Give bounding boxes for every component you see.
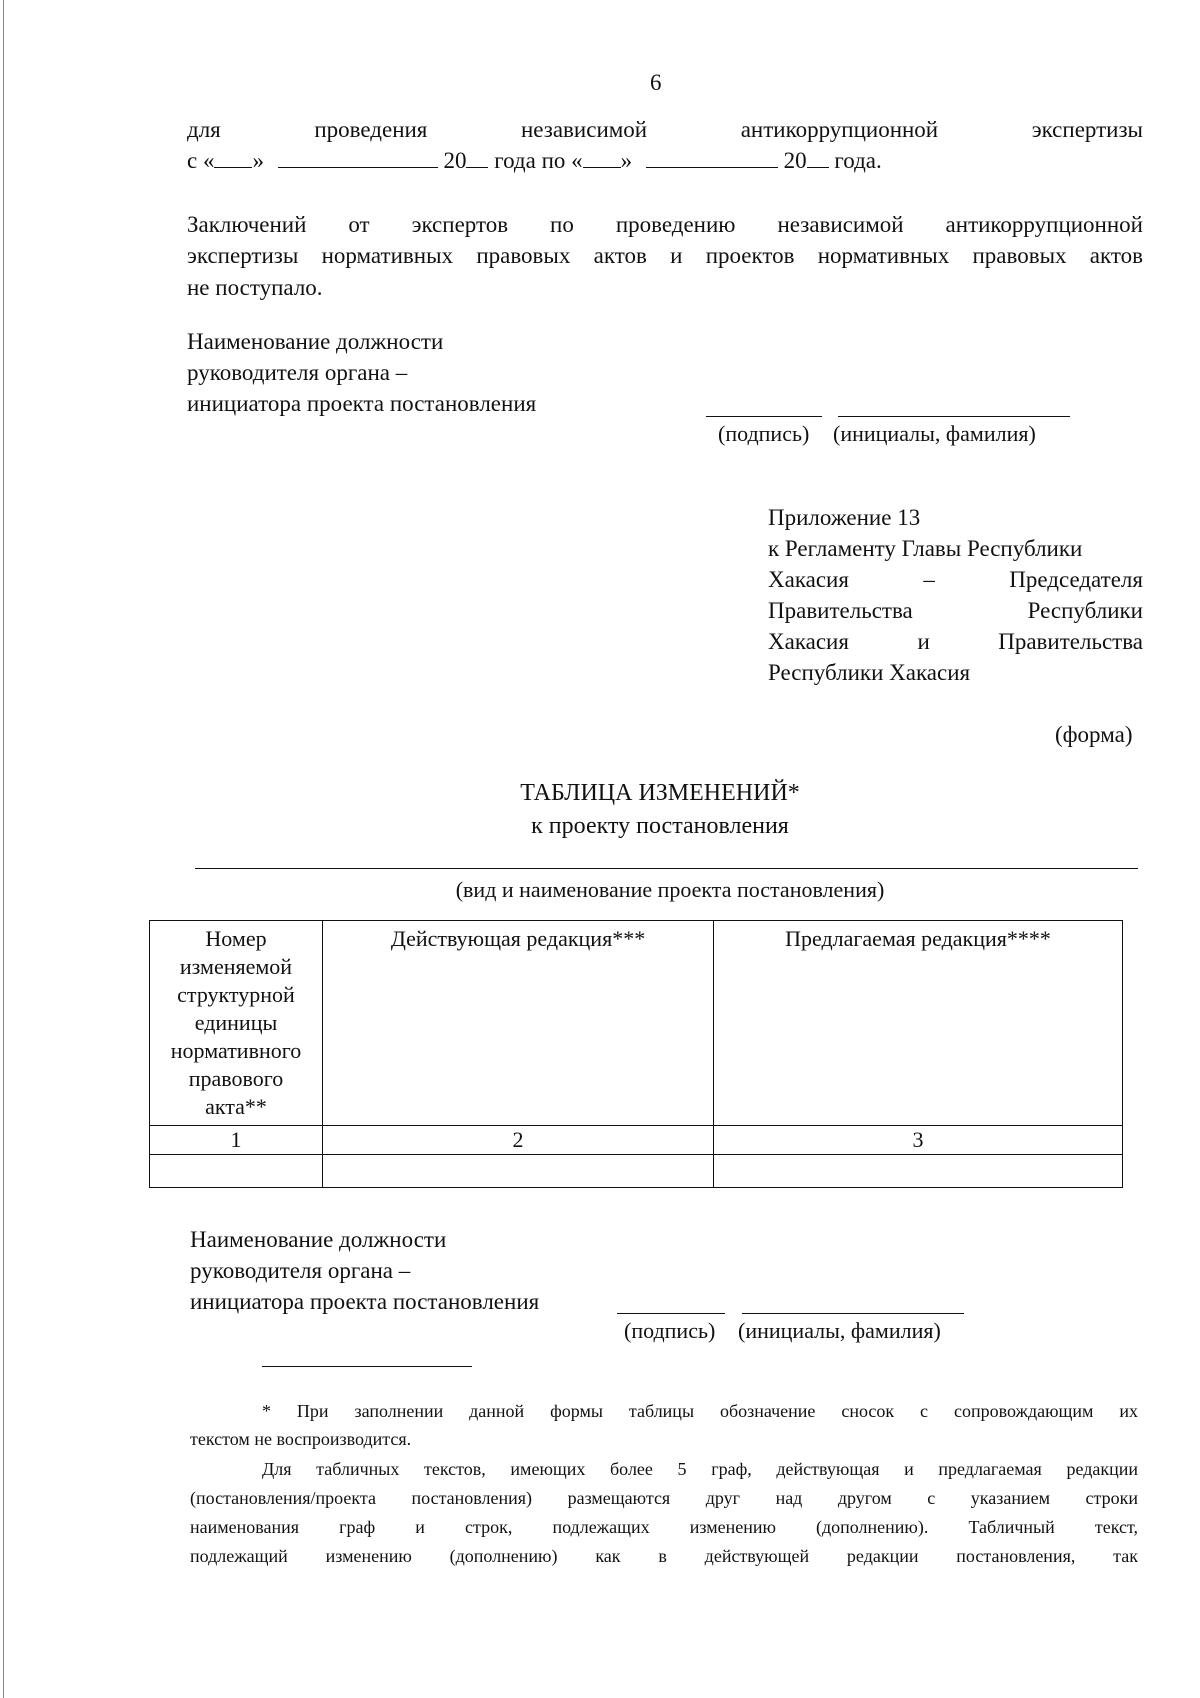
appendix-line-3 xyxy=(768,564,1143,595)
no-conclusions-line-1: Заключений от экспертов по проведению независимой антикоррупционной xyxy=(187,212,1143,237)
footnote-2-line-3: наименования граф и строк, подлежащих изменению (дополнению). Табличный текст, xyxy=(190,1517,1138,1537)
no-conclusions-line-3: не поступало. xyxy=(187,275,323,300)
month-to-blank xyxy=(646,147,778,168)
footnote-1-line-2: текстом не воспроизводится. xyxy=(190,1429,412,1449)
changes-table xyxy=(149,920,1123,1188)
table-subtitle: к проекту постановления xyxy=(531,813,789,839)
appendix-line-6: Республики Хакасия xyxy=(768,660,971,685)
left-margin-edge xyxy=(3,0,4,1698)
footnote-separator xyxy=(262,1366,472,1367)
day-to-blank xyxy=(583,147,621,168)
col-number-2: 2 xyxy=(323,1126,714,1155)
appendix-line-2 xyxy=(768,533,1143,564)
intro-word-1: для xyxy=(187,117,221,142)
year-from-blank xyxy=(466,147,488,168)
footnote-1-line-1: * При заполнении данной формы таблицы обозначение сносок с сопровождающим их xyxy=(262,1401,1138,1421)
empty-cell-1 xyxy=(150,1155,323,1188)
appendix-word: – xyxy=(923,567,935,592)
appendix-line-1: Приложение 13 xyxy=(768,505,921,530)
year-to-blank xyxy=(807,147,829,168)
page-number: 6 xyxy=(650,70,662,95)
header-col1-line: нормативного xyxy=(170,1038,302,1063)
sig2-name-line xyxy=(742,1313,964,1314)
intro-line-2 xyxy=(187,145,882,176)
header-col1-line: единицы xyxy=(194,1010,278,1035)
table-header-row xyxy=(150,921,1123,1126)
col-number-1: 1 xyxy=(150,1126,323,1155)
table-number-row xyxy=(150,1126,1123,1155)
sig2-position-line-1: Наименование должности xyxy=(190,1227,447,1252)
sig2-position-line-2: руководителя органа – xyxy=(190,1258,411,1283)
footnote-2-line-1: Для табличных текстов, имеющих более 5 граф, действующая и предлагаемая редакции xyxy=(262,1459,1138,1479)
sig1-signature-line xyxy=(706,416,822,417)
footnote-2-line-4: подлежащий изменению (дополнению) как в действующей редакции постановления, так xyxy=(190,1546,1138,1566)
appendix-word: Правительства xyxy=(768,598,913,623)
intro-line-1 xyxy=(187,114,1143,145)
header-col1-line: акта** xyxy=(205,1094,267,1119)
year-from-prefix: 20 xyxy=(443,148,467,173)
header-col1-line: структурной xyxy=(177,982,295,1007)
sig1-position-line-2: руководителя органа – xyxy=(187,360,408,385)
no-conclusions-line-2: экспертизы нормативных правовых актов и проектов нормативных правовых актов xyxy=(187,243,1143,268)
col-number-3: 3 xyxy=(714,1126,1123,1155)
table-title: ТАБЛИЦА ИЗМЕНЕНИЙ* xyxy=(520,780,800,806)
header-current-edition: Действующая редакция*** xyxy=(323,921,714,1126)
sig2-caption-name: (инициалы, фамилия) xyxy=(738,1318,941,1343)
intro-word-4: антикоррупционной xyxy=(740,117,939,142)
form-label: (форма) xyxy=(1055,722,1133,747)
sig1-position-line-1: Наименование должности xyxy=(187,329,444,354)
day-from-blank xyxy=(214,147,252,168)
appendix-line-4 xyxy=(768,595,1143,626)
intro-word-3: независимой xyxy=(520,117,648,142)
header-col1-line: изменяемой xyxy=(179,954,293,979)
empty-cell-3 xyxy=(714,1155,1123,1188)
appendix-word: Республики xyxy=(1027,598,1143,623)
sig1-caption-name: (инициалы, фамилия) xyxy=(833,421,1036,446)
header-col1-line: правового xyxy=(188,1066,284,1091)
year-to-prefix: 20 xyxy=(783,148,807,173)
sig1-position-line-3: инициатора проекта постановления xyxy=(187,391,537,416)
sig2-signature-line xyxy=(617,1313,725,1314)
sig2-position-line-3: инициатора проекта постановления xyxy=(190,1289,540,1314)
appendix-word: Правительства xyxy=(998,629,1143,654)
date-from-prefix: с « xyxy=(187,148,215,173)
appendix-line-5 xyxy=(768,626,1143,657)
header-col1-line: Номер xyxy=(205,926,267,951)
sig1-name-line xyxy=(838,416,1070,417)
date-end-text: года. xyxy=(834,148,882,173)
project-name-caption: (вид и наименование проекта постановления) xyxy=(455,877,885,902)
intro-word-2: проведения xyxy=(314,117,428,142)
empty-cell-2 xyxy=(323,1155,714,1188)
sig1-caption-signature: (подпись) xyxy=(718,421,810,446)
date-from-quote: » xyxy=(252,148,264,173)
date-to-prefix: года по « xyxy=(494,148,583,173)
appendix-word: Хакасия xyxy=(768,629,849,654)
month-from-blank xyxy=(278,147,438,168)
appendix-word: Председателя xyxy=(1009,567,1143,592)
appendix-word: Хакасия xyxy=(768,567,849,592)
intro-word-5: экспертизы xyxy=(1031,117,1143,142)
date-to-quote: » xyxy=(620,148,633,173)
appendix-line-2-text: к Регламенту Главы Республики xyxy=(768,536,1083,561)
footnote-2-line-2: (постановления/проекта постановления) размещаются друг над другом с указанием строки xyxy=(190,1488,1138,1508)
sig2-caption-signature: (подпись) xyxy=(624,1318,716,1343)
appendix-word: и xyxy=(917,629,930,654)
table-empty-row xyxy=(150,1155,1123,1188)
header-structural-unit xyxy=(150,921,323,1126)
header-proposed-edition: Предлагаемая редакция**** xyxy=(714,921,1123,1126)
project-name-line xyxy=(195,868,1138,869)
